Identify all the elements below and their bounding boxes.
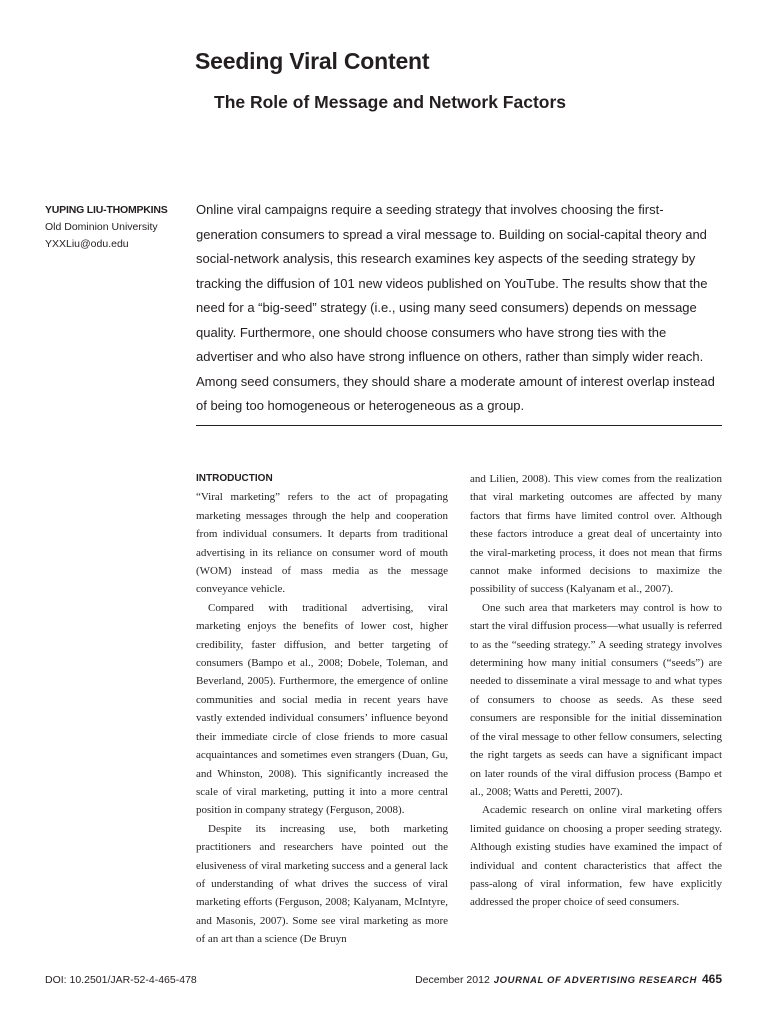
author-block — [45, 202, 185, 253]
abstract-divider — [196, 425, 722, 426]
footer-page-number: 465 — [701, 972, 722, 986]
author-affiliation: Old Dominion University — [45, 221, 158, 233]
abstract-line: need for a “big-seed” strategy (i.e., using many seed consumers) depends on message — [196, 300, 697, 315]
footer-doi: DOI: 10.2501/JAR-52-4-465-478 — [45, 974, 197, 986]
article-subtitle: The Role of Message and Network Factors — [214, 92, 567, 112]
author-name: YUPING LIU-THOMPKINS — [45, 204, 168, 216]
body-paragraph: “Viral marketing” refers to the act of propagating marketing messages through the help and cooperation from individual consumers. It departs from traditional advertising in its reliance on consumer word of mouth (WOM) instead of mass media as the message conveyance vehicle. — [196, 491, 448, 596]
body-column-left — [196, 470, 448, 949]
author-email: YXXLiu@odu.edu — [45, 238, 129, 250]
footer-date: December 2012 — [415, 974, 490, 986]
abstract-line: Online viral campaigns require a seeding strategy that involves choosing the first- — [196, 202, 664, 217]
body-paragraph: Compared with traditional advertising, viral marketing enjoys the benefits of lower cost, higher credibility, faster diffusion, and better targeting of consumers (Bampo et al., 2008; Dobele, Toleman, and Beverland, 2005). Furthermore, the emergence of online communities and social media in recent years have vastly extended individual consumers’ influence beyond their immediate circle of close friends to more casual acquaintances and sometimes even strangers (Duan, Gu, and Whinston, 2008). This significantly increased the scale of viral marketing, putting it into a more central position in company strategy (Ferguson, 2008). — [196, 601, 448, 817]
section-heading-introduction: INTRODUCTION — [196, 473, 273, 484]
abstract-line: generation consumers to spread a viral message to. Building on social-capital theory and — [196, 226, 707, 242]
abstract-line: advertiser and who also have strong influence on others, rather than simply wider reach. — [196, 349, 704, 364]
footer-journal-name: JOURNAL OF ADVERTISING RESEARCH — [493, 975, 697, 986]
abstract-line: quality. Furthermore, one should choose consumers who have strong ties with the — [196, 324, 667, 340]
abstract-line: social-network analysis, this research examines key aspects of the seeding strategy by — [196, 251, 696, 266]
body-column-right — [470, 470, 722, 912]
body-paragraph: Despite its increasing use, both marketing practitioners and researchers have pointed out the elusiveness of viral marketing success and a general lack of understanding of what drives the success of viral marketing efforts (Ferguson, 2008; Kalyanam, McIntyre, and Masonis, 2007). Some see viral marketing as more of an art than a science (De Bruyn — [196, 822, 448, 946]
body-paragraph: One such area that marketers may control is how to start the viral diffusion process—what usually is referred to as the “seeding strategy.” A seeding strategy involves determining how many initial consumers (“seeds”) are needed to disseminate a viral message to and what types of consumers to choose as seeds. As these seed consumers are responsible for the initial dissemination of the viral message to other fellow consumers, selecting the right targets as seeds can have a significant impact on later rounds of the viral diffusion process (Bampo et al., 2008; Watts and Peretti, 2007). — [470, 601, 722, 798]
footer-journal-info — [415, 972, 722, 986]
body-paragraph: Academic research on online viral marketing offers limited guidance on choosing a proper seeding strategy. Although existing studies have examined the impact of individual and content characteristics that affect the pass-along of viral information, few have explicitly addressed the proper choice of seed consumers. — [470, 804, 722, 909]
abstract-line: of being too homogeneous or heterogeneous as a group. — [196, 398, 525, 413]
abstract-line: tracking the diffusion of 101 new videos published on YouTube. The results show that the — [196, 275, 708, 291]
body-paragraph: and Lilien, 2008). This view comes from the realization that viral marketing outcomes are affected by many factors that firms have limited control over. Although these factors introduce a great deal of uncertainty into the viral-marketing process, it does not mean that firms cannot make informed decisions to maximize the possibility of success (Kalyanam et al., 2007). — [470, 473, 722, 596]
article-title: Seeding Viral Content — [195, 48, 430, 74]
abstract-line: Among seed consumers, they should share a moderate amount of interest overlap instead — [196, 373, 715, 389]
abstract — [196, 198, 726, 419]
